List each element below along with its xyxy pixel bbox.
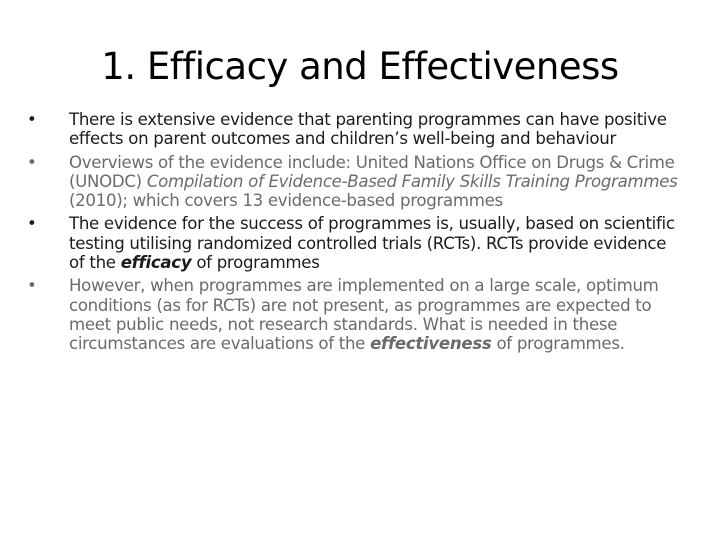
bullet-dot: •	[27, 110, 37, 129]
emphasis-term: efficacy	[120, 253, 192, 273]
bullet-item	[27, 110, 683, 149]
bullet-dot: •	[27, 276, 37, 296]
slide-title: 1. Efficacy and Effectiveness	[101, 45, 619, 88]
bullet-item	[27, 153, 683, 211]
bullet-text	[69, 276, 659, 353]
publication-title: Compilation of Evidence-Based Family Skills Training Programmes	[146, 171, 678, 191]
bullet-text	[69, 214, 675, 272]
bullet-text: There is extensive evidence that parenting programmes can have positive effects on parent outcomes and children’s well-being and behaviour	[69, 110, 667, 149]
bullet-dot: •	[27, 152, 37, 172]
bullet-dot: •	[27, 214, 37, 234]
bullet-text-after: of programmes	[191, 253, 320, 273]
emphasis-term: effectiveness	[370, 334, 492, 354]
bullet-text-before: Overviews of the evidence include: United Nations Office on Drugs & Crime (UNODC)	[69, 152, 675, 191]
bullet-text	[69, 153, 677, 211]
bullet-item	[27, 214, 683, 272]
bullet-text-after: of programmes.	[491, 334, 625, 354]
bullet-text-before: However, when programmes are implemented on a large scale, optimum conditions (as for RCTs) are not present, as programmes are expected to meet public needs, not research standards. What is needed in these circumstances are evaluations of the	[69, 276, 659, 354]
bullet-item	[27, 276, 683, 353]
bullet-list	[27, 110, 683, 358]
bullet-text-before: The evidence for the success of programmes is, usually, based on scientific testing utilising randomized controlled trials (RCTs). RCTs provide evidence of the	[69, 214, 675, 273]
bullet-text-after: (2010); which covers 13 evidence-based programmes	[69, 191, 503, 211]
